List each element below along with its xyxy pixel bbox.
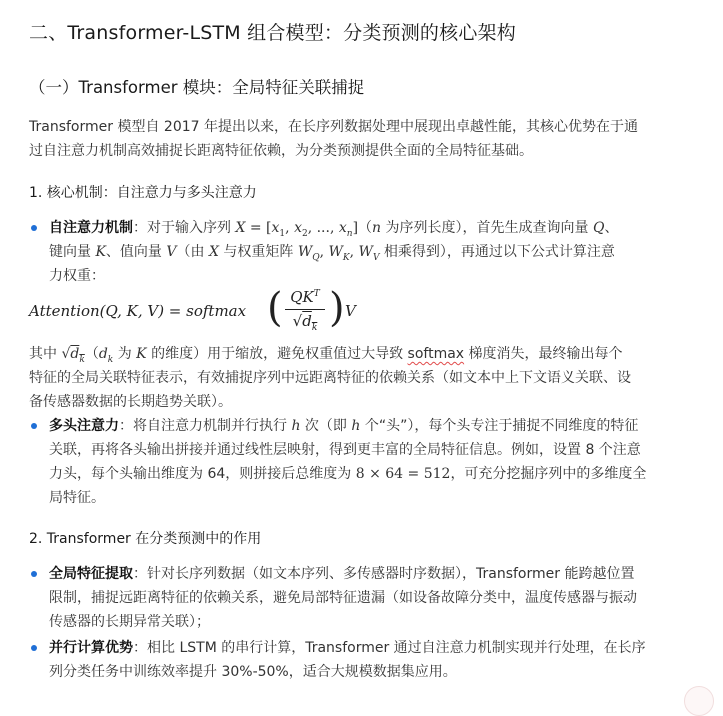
text: ：相比 LSTM 的串行计算，Transformer 通过自注意力机制实现并行处理，在长序 (133, 640, 646, 656)
after-formula-line-3: 备传感器数据的长期趋势关联）。 (29, 394, 232, 410)
intro-line-2: 过自注意力机制高效捕捉长距离特征依赖，为分类预测提供全面的全局特征基础。 (29, 143, 533, 159)
term-parallel-compute: 并行计算优势 (49, 640, 133, 656)
math-input-sequence: $X = [x_1$, $x_2$, ..., $x_n$] (235, 220, 359, 239)
formula-right-paren: ) (329, 285, 345, 331)
math-k: K (136, 346, 147, 362)
math-dimension: 8 × 64 = 512 (355, 466, 451, 482)
multi-head-line-1 (49, 414, 699, 438)
formula-rhs: V (345, 302, 356, 320)
math-sqrt-dk: $√d_k$ (61, 346, 85, 365)
heading-core-mechanism: 1. 核心机制：自注意力与多头注意力 (29, 185, 257, 201)
math-weight-matrices: $W_Q$, $W_K$, $W_V$ (297, 244, 380, 263)
after-formula-paragraph (29, 342, 689, 414)
formula-left-paren: ( (267, 285, 283, 331)
global-line-1 (49, 562, 699, 586)
text: 相乘得到），再通过以下公式计算注意 (379, 244, 615, 260)
intro-paragraph (29, 115, 689, 163)
self-attention-line-1 (49, 216, 699, 240)
text: 次（即 (300, 418, 352, 434)
math-n: n (372, 220, 382, 236)
text: ：对于输入序列 (133, 220, 236, 236)
math-k: K (95, 244, 106, 260)
text: 与权重矩阵 (218, 244, 298, 260)
multi-head-line-4: 局特征。 (49, 490, 105, 506)
section-title: 二、Transformer-LSTM 组合模型：分类预测的核心架构 (29, 22, 516, 44)
term-global-features: 全局特征提取 (49, 566, 133, 582)
math-v: V (166, 244, 177, 260)
text: （ (84, 346, 99, 362)
bullet-dot (31, 645, 37, 651)
text: 个“头”），每个头专注于捕捉不同维度的特征 (360, 418, 639, 434)
text: ：针对长序列数据（如文本序列、多传感器时序数据），Transformer 能跨越位置 (133, 566, 635, 582)
bullet-dot (31, 423, 37, 429)
text: ：将自注意力机制并行执行 (119, 418, 292, 434)
bullet-dot (31, 571, 37, 577)
text: 其中 (29, 346, 62, 362)
text: 为序列长度），首先生成查询向量 (381, 220, 593, 236)
math-q: Q (592, 220, 605, 236)
self-attention-line-2 (49, 240, 699, 264)
text: ，可充分挖掘序列中的多维度全 (450, 466, 647, 482)
text: （由 (176, 244, 209, 260)
math-dk: $d_k$ (98, 346, 114, 365)
bullet-dot (31, 225, 37, 231)
parallel-line-2: 列分类任务中训练效率提升 30%-50%，适合大规模数据集应用。 (49, 664, 457, 680)
global-line-3: 传感器的长期异常关联）； (49, 614, 210, 630)
subsection-title: （一）Transformer 模块：全局特征关联捕捉 (29, 78, 365, 97)
math-h: h (291, 418, 301, 434)
formula-lhs: Attention(Q, K, V) = softmax (29, 302, 247, 320)
text: 、值向量 (105, 244, 167, 260)
multi-head-line-3 (49, 462, 699, 486)
term-self-attention: 自注意力机制 (49, 220, 133, 236)
corner-logo-icon[interactable] (684, 686, 714, 716)
formula-denominator: $√d_k$ (292, 312, 318, 333)
formula-numerator: $QK^T$ (290, 288, 320, 306)
text: 的维度）用于缩放，避免权重值过大导致 (146, 346, 408, 362)
parallel-line-1 (49, 636, 699, 660)
multi-head-line-2: 关联，再将各头输出拼接并通过线性层映射，得到更丰富的全局特征信息。例如，设置 8 个注意 (49, 442, 641, 458)
after-formula-line-2: 特征的全局关联特征表示，有效捕捉序列中远距离特征的依赖关系（如文本中上下文语义关联、设 (29, 370, 631, 386)
heading-role-in-classification: 2. Transformer 在分类预测中的作用 (29, 531, 262, 547)
text: 、 (604, 220, 619, 236)
text: 键向量 (49, 244, 96, 260)
after-formula-line-1 (29, 342, 689, 366)
text: （ (358, 220, 373, 236)
term-multi-head: 多头注意力 (49, 418, 119, 434)
self-attention-line-3: 力权重： (49, 268, 105, 284)
text: 为 (113, 346, 137, 362)
formula-fraction-bar (285, 309, 325, 310)
global-line-2: 限制，捕捉远距离特征的依赖关系，避免局部特征遗漏（如设备故障分类中，温度传感器与振动 (49, 590, 637, 606)
spellcheck-softmax: softmax (407, 346, 465, 362)
math-x: X (208, 244, 219, 260)
text: 梯度消失，最终输出每个 (464, 346, 623, 362)
intro-line-1: Transformer 模型自 2017 年提出以来，在长序列数据处理中展现出卓越性能，其核心优势在于通 (29, 119, 638, 135)
text: 力头，每个头输出维度为 64，则拼接后总维度为 (49, 466, 356, 482)
math-h: h (351, 418, 361, 434)
